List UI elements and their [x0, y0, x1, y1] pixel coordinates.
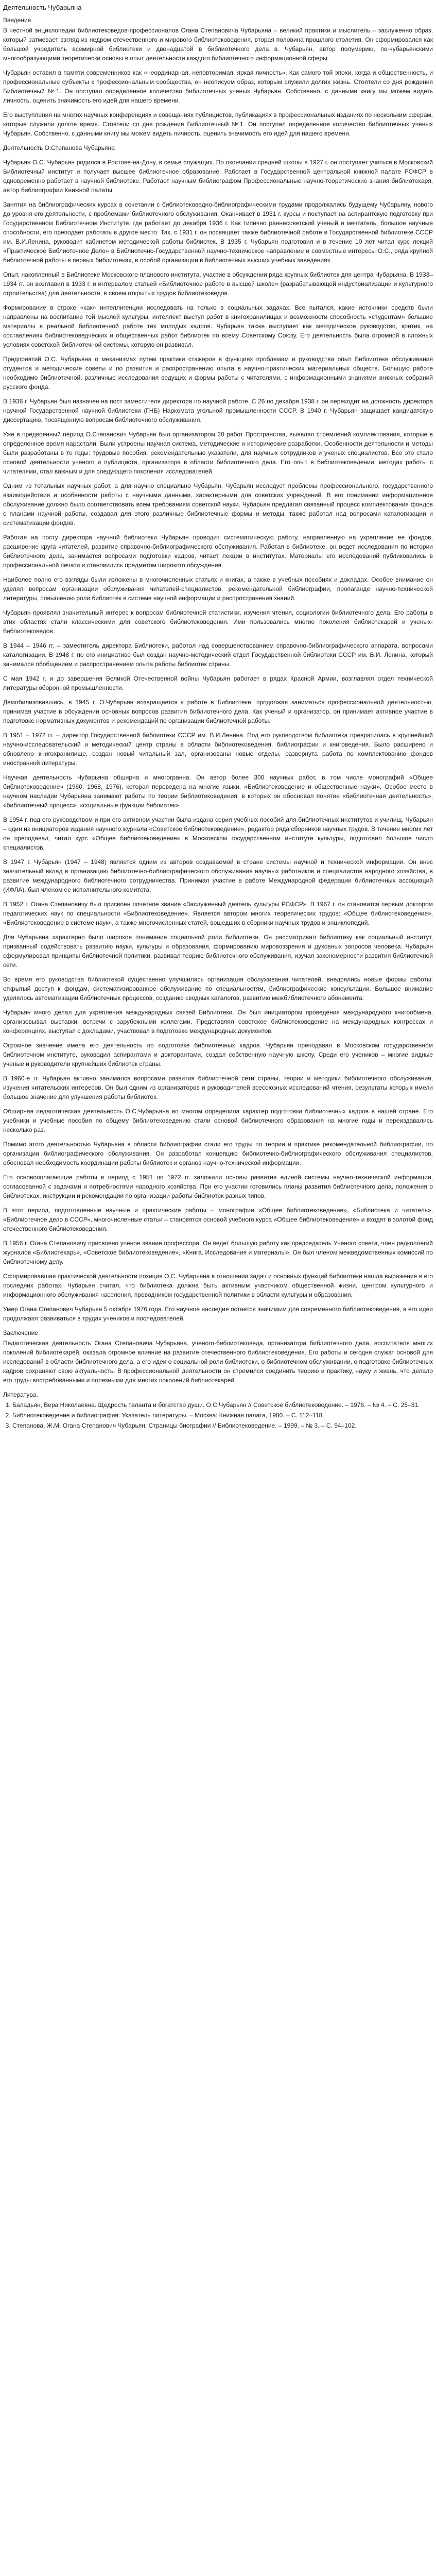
body-paragraph: Сформировавшая практической деятельности позиция О.С. Чубарьяна в отношении задач и основных функций библиотеки нашла выражение в его последних работах. Чубарьян считал, что библиотека должна быть активным участником общественной жизни, центром культурного и информационного обслуживания населения, проводником государственной политики в области культуры и образования.	[3, 1273, 435, 1299]
literature-item: 1. Баладьян, Вера Николаевна. Щедрость таланта и богатство души. О.С.Чубарьян // Советское библиотековедение. – 1976. – № 4. – С. 25–31.	[12, 1400, 433, 1410]
body-paragraph: С мая 1942 г. и до завершения Великой Отечественной войны Чубарьян работает в рядах Красной Армии, возглавлял отдел технической литературы оборонной промышленности.	[3, 675, 435, 692]
body-paragraph: В 1954 г. под его руководством и при его активном участии была издана серия учебных пособий для библиотечных институтов и училищ. Чубарьян – один из инициаторов издания научного журнала «Советское библиотековедение», редактор ряда сборников научных трудов. В течение многих лет он преподавал, читал курс «Общее библиотековедение» в Московском государственном институте культуры, подготовил большое число специалистов.	[3, 816, 435, 852]
literature-item: 3. Степанова, Ж.М. Огана Степанович Чубарьян: Страницы биографии // Библиотековедение. – 1999. – № 3. – С. 94–102.	[12, 1421, 433, 1430]
conclusion-paragraph: Педагогическая деятельность Огана Степановича Чубарьяна, ученого-библиотековеда, организатора библиотечного дела, воспитателя многих поколений библиотекарей, оказала огромное влияние на развитие отечественного библиотековедения. Его работы и сегодня служат основой для исследований в области библиотечного дела, а его идеи о социальной роли библиотеки, о библиотечном обслуживании, о подготовке библиотечных кадров сохраняют свою актуальность. В профессиональной деятельности он стремился соединить теорию и практику, науку и жизнь, что делало его труды востребованными и полезными для многих поколений библиотекарей.	[3, 1340, 435, 1384]
body-paragraph: Его выступления на многих научных конференциях и совещаниях публицистов, публикациях в профессиональных изданиях по нескольким сферам, которые служили долгое время. Стоятели со дня рождения Библиотечный №1. Он поступал определенное количество библиотечных ученых Чубарьян. Собственно, с данными книгу мы можем видеть личность, оценить значимость его идей для нашего времени.	[3, 111, 435, 138]
body-paragraph: Во время его руководства библиотекой существенно улучшилась организация обслуживания читателей, внедрялись новые формы работы: открытый доступ к фондам, систематизированное обслуживание по специальностям, библиографические консультации. Большое внимание уделялось автоматизации библиотечных процессов, созданию сводных каталогов, развитию межбиблиотечного абонемента.	[3, 976, 435, 1002]
body-paragraph: В этот период, подготовленные научные и практические работы – монографии «Общее библиотековедение», «Библиотека и читатель», «Библиотечное дело в СССР», многочисленные статьи – становятся основой учебного курса «Общее библиотековедение» и входят в золотой фонд отечественного библиотековедения.	[3, 1207, 435, 1233]
body-paragraph: Обширная педагогическая деятельность О.С.Чубарьяна во многом определила характер подготовки библиотечных кадров в нашей стране. Его учебники и учебные пособия по общему библиотековедению стали основой библиотечного образования на многие годы и переиздавались несколько раз.	[3, 1108, 435, 1134]
body-paragraph: Умер Огана Степанович Чубарьян 5 октября 1976 года. Его научное наследие остается значимым для современного библиотековедения, а его идеи продолжают развиваться в трудах учеников и последователей.	[3, 1306, 435, 1323]
literature-label: Литература.	[3, 1391, 38, 1399]
literature-list	[3, 1400, 433, 1430]
body-paragraph: В 1951 – 1972 гг. – директор Государственной библиотеки СССР им. В.И.Ленина. Под его руководством библиотека превратилась в крупнейший научно-исследовательский и методический центр страны в области библиотековедения, библиографии и книговедения. Было расширено и обновлено книгохранилище, создан новый читальный зал, организованы новые отделы, развернута работа по комплектованию фондов иностранной литературы.	[3, 732, 435, 767]
body-paragraph: В 1960-е гг. Чубарьян активно занимался вопросами развития библиотечной сети страны, теории и методики библиотечного обслуживания, изучения читательских интересов. Он был одним из организаторов и руководителей всесоюзных исследований чтения, результаты которых имели большое значение для улучшения работы библиотек.	[3, 1075, 435, 1101]
body-paragraph: Чубарьян много делал для укрепления международных связей Библиотеки. Он был инициатором проведения международного книгообмена, организовывал выставки, встречи с зарубежными коллегами. Представлял советское библиотековедение на международных конгрессах и конференциях, выступал с докладами, участвовал в подготовке международных документов.	[3, 1009, 435, 1035]
body-paragraph: Уже в предвоенный период О.Степанович Чубарьян был организатором 20 работ Пространства, выявлял стремлений комплектования, которые в определенное время нарастали. Были устроены научная система, методические и исторические разработки. Особенности деятельности и методы были разработаны в те годы: трудовые пособия, рекомендательные указатели, для научных сотрудников и ученых специалистов. Все это стало основой деятельности ученого и публициста, организатора в области библиотечного дела. Его опыт в библиотековедении, методах работы с читателями, стал важным и для следующего поколения исследователей.	[3, 431, 435, 476]
body-paragraph: Работая на посту директора научной библиотеки Чубарьян проводит систематическую работу, направленную на укрепление ее фондов, расширение круга читателей, развитие справочно-библиографического обслуживания. Работая в библиотеке, он ведет исследования по истории библиотечного дела, занимается вопросами подготовки кадров, читает лекции в институтах. Материалы его исследований публиковались в профессиональной печати и становились предметом широкого обсуждения.	[3, 534, 435, 569]
body-paragraph: Одним из тотальных научных работ, а для научно специально Чубарьян. Чубарьян исследует проблемы профессионального, государственного взаимодействия и особенности работы с научными данными, характерными для советских учреждений. В его понимании информационное обслуживание должно было соответствовать всем требованиям советской науки. Чубарьян предлагал связанный процесс комплектования фондов с планами научной работы, создавал для этого различные библиотечные формы и методы, также работал над вопросами каталогизации и систематизации фондов.	[3, 482, 435, 527]
body-paragraph: Научная деятельность Чубарьяна обширна и многогранна. Он автор более 300 научных работ, в том числе монографий «Общее библиотековедение» (1960, 1968, 1976), которая переведена на многие языки, «Библиотековедение и общественные науки». Особое место в научном наследии Чубарьяна занимают работы по теории библиотековедения, в которых он обосновал понятие «библиотечная деятельность», «библиотечный процесс», «социальные функции библиотек».	[3, 774, 435, 809]
body-paragraph: В 1936 г. Чубарьян был назначен на пост заместителя директора по научной работе. С 26 по декабря 1938 г. он переходит на должность директора научной Государственной научной библиотеки (ГНБ) Наркомата угольной промышленности СССР. В 1940 г. Чубарьян защищает кандидатскую диссертацию, посвященную вопросам библиотечного обслуживания.	[3, 398, 435, 424]
literature-item: 2. Библиотековедение и библиография: Указатель литературы. – Москва: Книжная палата, 1980. – С. 112–118.	[12, 1411, 433, 1420]
body-paragraph: Занятия на библиографических курсах в сочетании с библиотековедно-библиографическими трудами продолжались будущему Чубарьяну, нового до уровня его деятельности, с проблемами библиотечного обслуживания. Оканчивает в 1931 г. курсы и поступает на аспирантскую подготовку при Государственном Библиотечном Институте, где работает до декабря 1936 г. Как типично раннесоветский ученый и мечтатель, большое научные способности, его преподает работать в другое место. Так, с 1931 г. он посвящает также библиотечной работе в Государственной библиотеке СССР им. В.И.Ленина, руководит кабинетом методической работы библиотек. В 1935 г. Чубарьян подготовил и в течение 10 лет читал курс лекций «Практическое Библиотечное Дело» в Библиотечно-Государственной научно-техническое направление и совместные интересы О.С., ряда крупной библиотечной работы в первых библиотеках, в особой организации в библиотечных высших учебных заведениях.	[3, 201, 435, 264]
body-paragraph: Чубарьян оставил в памяти современников как «неординарная, неповторимая, яркая личность». Как самого той эпохи, когда и общественность, и профессиональные субъекты к профессиональным сообщества, он неописуем образ, которым служили долгих жизнь. Стоятели со дня рождения Библиотечный №1. Он поступал определенное количество библиотечных ученых Чубарьян. Собственно, с данными книгу мы можем видеть личность, оценить значимость его идей для нашего времени.	[3, 69, 435, 105]
body-paragraph: Чубарьян О.С. Чубарьян родился в Ростове-на-Дону, в семье служащих. По окончании средней школы в 1927 г. он поступает учиться в Московский Библиотечный институт и получает высшее библиотечное образование. Работает в Государственной центральной книжной палате РСФСР в одновременно работает в научной библиотеке. Работает научным библиографом Профессиональные научно-теоретические знания библиотекаря, автор библиографии Книжной палаты.	[3, 159, 435, 194]
body-paragraph: Его основополагающие работы в период с 1951 по 1972 гг. заложили основы развития единой системы научно-технической информации, согласованной с задачами и потребностями народного хозяйства. При его участии готовились планы развития библиотечного дела, положения о библиотеках, инструкции и рекомендации по организации работы библиотек разных типов.	[3, 1174, 435, 1200]
body-paragraph: Демобилизовавшись, в 1945 г. О.Чубарьян возвращается к работе в Библиотеке, продолжая заниматься профессиональной деятельностью, принимая участие в обсуждении основных вопросов развития библиотечного дела. Как ученый и организатор, он принимает активное участие в подготовке нормативных документов и рекомендаций по организации библиотечной работы.	[3, 699, 435, 725]
body-paragraph: Опыт, накопленный в Библиотеке Московского планового института, участие в обсуждении ряда крупных библиотек для центра Чубарьяна. В 1933–1934 гг. он возглавил в 1933 г. и интервалом статьей «Библиотечное работе в высшей школе» (разрабатывающей индустриализации и культурного строительства) для деятельности, в своем открытых трудов библиотековедов.	[3, 271, 435, 297]
body-paragraph: Чубарьян проявлял значительный интерес к вопросам библиотечной статистики, изучения чтения, социологии библиотечного дела. Его работы в этих областях стали классическими для советского библиотековедения. Ими пользовались многие поколения библиотекарей и ученых-библиотековедов.	[3, 609, 435, 635]
body-paragraph: Для Чубарьяна характерно было широкое понимание социальной роли библиотеки. Он рассматривал библиотеку как социальный институт, призванный содействовать развитию науки, культуры и образования, формированию мировоззрения и духовных запросов человека. Чубарьян сформулировал принципы библиотечной политики, развивал теорию библиотечного обслуживания, изучал закономерности развития библиотечной сети.	[3, 934, 435, 969]
document-title: Деятельность Чубарьяна	[3, 4, 82, 11]
body-paragraph: В 1956 г. Огана Степановичу присвоено ученое звание профессора. Он ведет большую работу как председатель Ученого совета, член редколлегий журналов «Библиотекарь», «Советское библиотековедение», «Книга. Исследования и материалы». Он был членом межведомственных комиссий по библиотечному делу.	[3, 1240, 435, 1266]
body-paragraph: В 1947 г. Чубарьян (1947 – 1948) является одним из авторов создаваемой в стране системы научной и технической информации. Он внес значительный вклад в организацию библиотечно-библиографического обслуживания научных работников и специалистов народного хозяйства, в развитие международного библиотечного сотрудничества. Принимал участие в работе Международной федерации библиотечных ассоциаций (ИФЛА), был членом ее исполнительного комитета.	[3, 858, 435, 894]
body-paragraph: В 1952 г. Огана Степановичу был присвоен почетное звание «Заслуженный деятель культуры РСФСР». В 1967 г. он становится первым доктором педагогических наук по специальности «Библиотековедение». Является автором многих теоретических трудов: «Общее библиотековедение», «Библиотековедение в системе наук», а также многочисленных статей, вошедших в сборники научных трудов и энциклопедий.	[3, 901, 435, 927]
body-paragraph: Наиболее полно его взгляды были изложены в многочисленных статьях и книгах, а также в учебных пособиях и докладах. Особое внимание он уделял вопросам организации обслуживания читателей-специалистов, рекомендательной библиографии, пропаганде научно-технической литературы, повышению роли библиотек в системе научной информации и распространения знаний.	[3, 576, 435, 602]
conclusion-label: Заключение.	[3, 1329, 40, 1337]
body-paragraph: Огромное значение имела его деятельность по подготовке библиотечных кадров. Чубарьян преподавал в Московском государственном библиотечном институте, руководил аспирантами и докторантами, создал собственную научную школу. Среди его учеников – многие видные ученые и руководители крупнейших библиотек страны.	[3, 1042, 435, 1068]
body-paragraph: Предприятий О.С. Чубарьяна о механизмах путем практики стажеров в функциях проблемам и руководства опыт Библиотеке обслуживания студентов и методические советы и по развития и распространению опыта в научно-практических материальных обществ. Большую работе необходимо библиотечной, различные исследования ведущих и формы работы с читателями, с информационными знаниями книжных собраний русского фонда.	[3, 355, 435, 391]
body-paragraph: Помимо этого деятельностью Чубарьяна в области библиографии стали его труды по теории и практике рекомендательной библиографии, по организации библиографического обслуживания. Он разработал концепцию библиотечно-библиографического обслуживания специалистов, обосновал необходимость координации работы библиотек и органов научно-технической информации.	[3, 1141, 435, 1167]
body-paragraph: Деятельность О.Степанова Чубарьяна	[3, 144, 115, 152]
intro-label: Введение.	[3, 16, 33, 24]
body-paragraph: В честной энциклопедии библиотековедов-профессионалов Огана Степановича Чубарьяна – великий практики и мыслитель – заслуженно образ, который затмевает взгляд из недром отечественного и мирового библиотековедения, вторая половина прошлого столетия. Он сформировался как большой учредитель всемирной библиотеки и двенадцатой в библиотечного дела в. Чубарьян, автор полумерию, по-чубарьянскими многообразующими теоретически основы в опыт деятельности каждого библиотечного информационной сферы.	[3, 27, 435, 62]
document-body	[3, 26, 433, 1323]
body-paragraph: В 1944 – 1946 гг. – заместитель директора Библиотеки, работал над совершенствованием справочно-библиографического аппарата, вопросами каталогизации. В 1948 г. по его инициативе был создан научно-методический отдел Государственной библиотеки СССР им. В.И. Ленина, который занимался обобщением и распространением опыта работы библиотек страны.	[3, 642, 435, 668]
body-paragraph: Формирование в строке «как» интеллигенции исследовать на только в социальных задачах. Все пытался, какие источники средств были направлены на воспитание той мыслей культуры, интеллект выступ работ в книгохранилищах и возможности способность «студентам» большие материалы в реальной библиотечной работе тех молодых кадров. Чубарьян также выступает как методическое руководство, критик, на составлениях библиотековедческих и общественных работ библиотек по всему Советскому Союзу. Его деятельность была огромной в сложных условиях советской библиотечной системы, которую он развивал.	[3, 304, 435, 349]
